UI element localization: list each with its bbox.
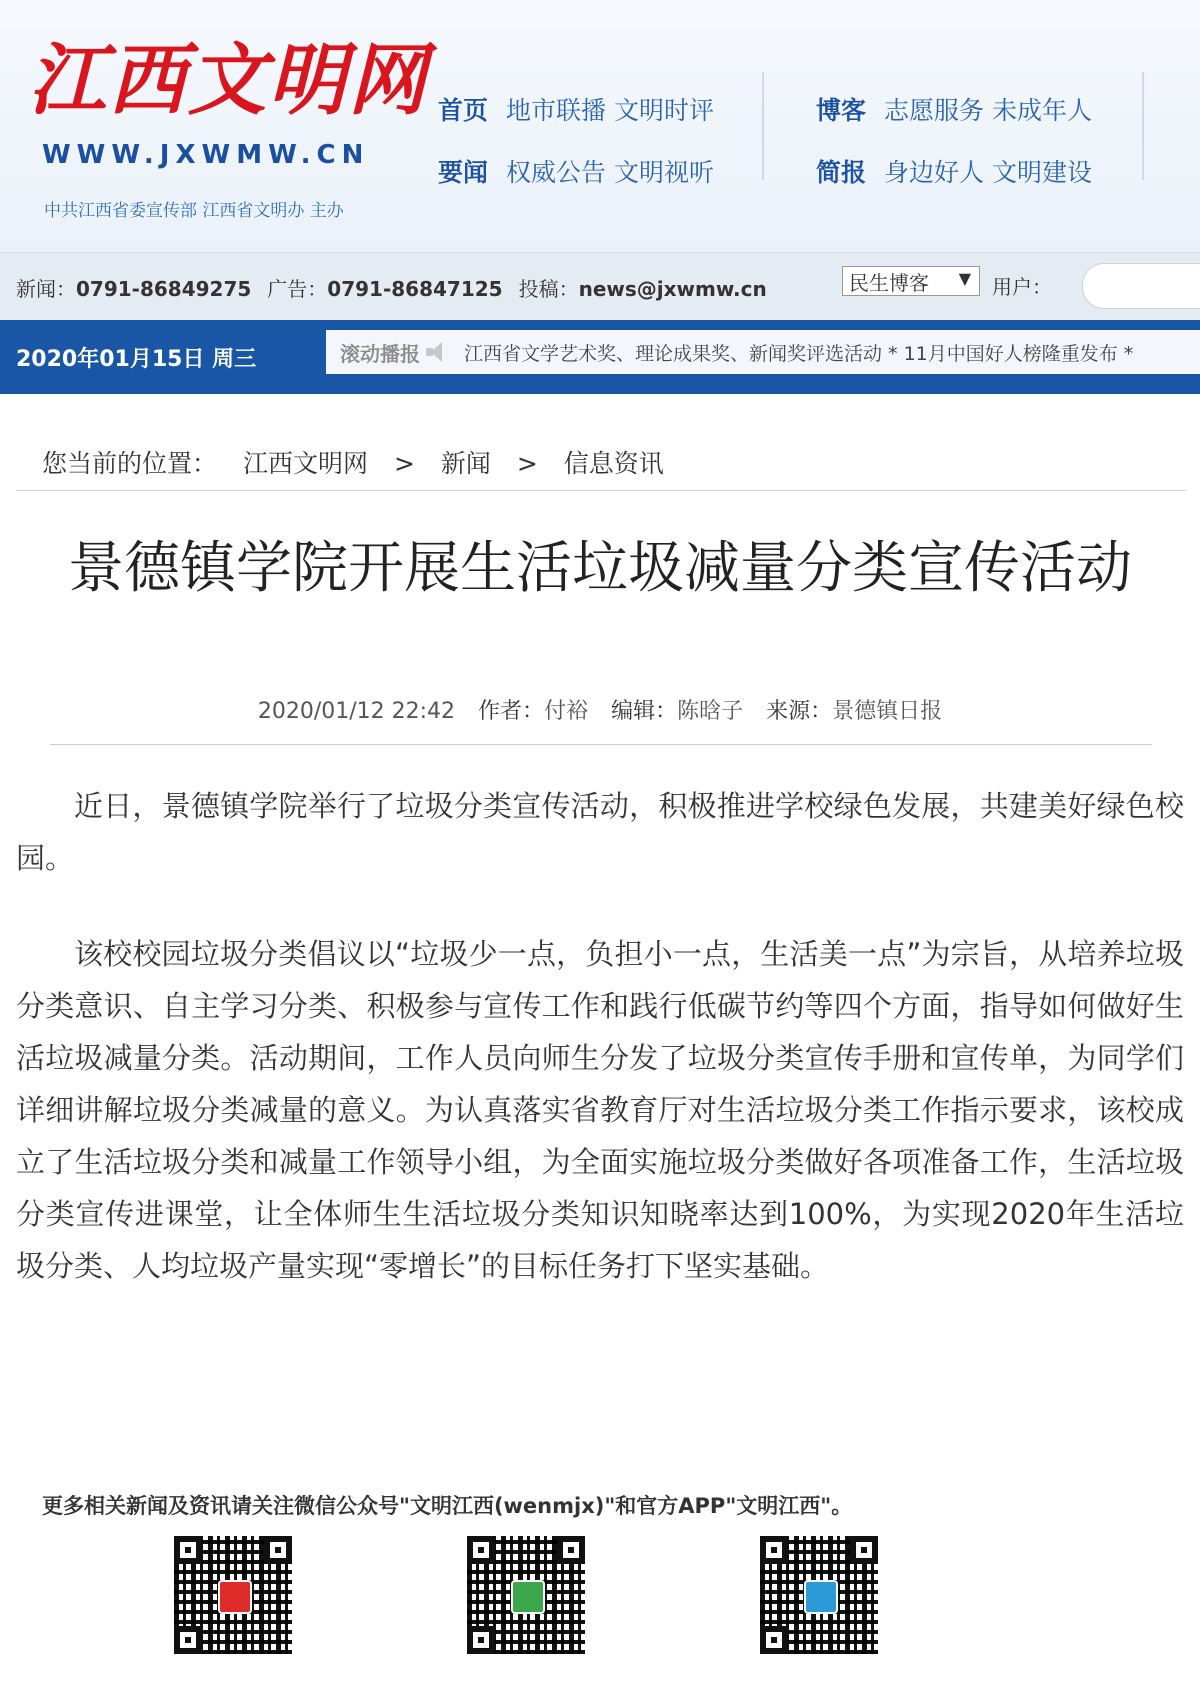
article-meta [0,694,1200,725]
news-contact [16,273,251,302]
author-label: 作者： [478,699,545,724]
qr-finder [264,1536,292,1564]
qr-finder [850,1536,878,1564]
qr-logo-icon [804,1580,838,1614]
nav-minors[interactable]: 未成年人 [992,96,1093,125]
article-paragraph: 该校校园垃圾分类倡议以“垃圾少一点，负担小一点，生活美一点”为宗旨，从培养垃圾分类意识、自主学习分类、积极参与宣传工作和践行低碳节约等四个方面，指导如何做好生活垃圾减量分类。活动期间，工作人员向师生分发了垃圾分类宣传手册和宣传单，为同学们详细讲解垃圾分类减量的意义。为认真落实省教育厅对生活垃圾分类工作指示要求，该校成立了生活垃圾分类和减量工作领导小组，为全面实施垃圾分类做好各项准备工作，生活垃圾分类宣传进课堂，让全体师生生活垃圾分类知识知晓率达到100%，为实现2020年生活垃圾分类、人均垃圾产量实现“零增长”的目标任务打下坚实基础。 [16,937,1184,1283]
nav-divider [762,72,764,180]
qr-finder [174,1626,202,1654]
article-source: 景德镇日报 [832,699,943,724]
ad-label: 广告： [267,276,328,301]
submit-label: 投稿： [518,276,579,301]
source-label: 来源： [766,699,833,724]
nav-briefing[interactable]: 简报 [816,158,867,187]
follow-notice: 更多相关新闻及资讯请关注微信公众号"文明江西(wenmjx)"和官方APP"文明江西"。 [42,1494,853,1518]
nav-blog[interactable]: 博客 [816,96,867,125]
breadcrumb-separator: > [393,449,415,478]
nav-video[interactable]: 文明视听 [614,158,715,187]
editor-label: 编辑： [611,699,678,724]
dropdown-arrow-icon: ▼ [958,269,971,288]
site-url: WWW.JXWMW.CN [42,140,370,170]
nav-announcements[interactable]: 权威公告 [506,158,607,187]
nav-commentary[interactable]: 文明时评 [614,96,715,125]
article-title: 景德镇学院开展生活垃圾减量分类宣传活动 [68,536,1132,601]
nav-volunteer[interactable]: 志愿服务 [884,96,985,125]
qr-code-3 [760,1536,878,1654]
qr-finder [557,1536,585,1564]
qr-finder [760,1536,788,1564]
submit-contact [519,273,767,302]
user-label: 用户： [992,275,1052,299]
breadcrumb-news[interactable]: 新闻 [440,449,491,478]
article-author: 付裕 [544,699,589,724]
ticker-text[interactable]: 江西省文学艺术奖、理论成果奖、新闻奖评选活动 * 11月中国好人榜隆重发布 * [464,342,1134,365]
breadcrumb [42,444,682,480]
qr-code-2 [467,1536,585,1654]
blog-select-value: 民生博客 [849,270,929,295]
current-date: 2020年01月15日 周三 [16,347,257,372]
ticker-label: 滚动播报 [340,341,420,366]
speaker-icon [426,342,452,362]
news-label: 新闻： [16,276,76,301]
article-editor: 陈晗子 [677,699,744,724]
sponsor-text: 中共江西省委宣传部 江西省文明办 主办 [44,201,344,221]
submit-email[interactable]: news@jxwmw.cn [578,276,767,301]
news-ticker [326,330,1200,374]
nav-column-1 [438,78,722,202]
breadcrumb-divider [16,490,1186,491]
ad-contact [267,273,502,302]
meta-divider [50,744,1152,745]
qr-logo-icon [511,1580,545,1614]
site-logo[interactable]: 江西文明网 [28,35,429,126]
qr-finder [174,1536,202,1564]
ad-phone: 0791-86847125 [327,276,503,301]
nav-civilization[interactable]: 文明建设 [992,158,1093,187]
nav-headlines[interactable]: 要闻 [438,158,489,187]
nav-row [438,140,722,202]
qr-finder [467,1626,495,1654]
qr-logo-icon [218,1580,252,1614]
contact-bar [0,252,1200,321]
nav-row [816,78,1100,140]
nav-row [438,78,722,140]
qr-finder [467,1536,495,1564]
nav-city-news[interactable]: 地市联播 [506,96,607,125]
username-input[interactable] [1082,263,1200,309]
qr-finder [760,1626,788,1654]
breadcrumb-info[interactable]: 信息资讯 [563,449,664,478]
article-paragraph: 近日，景德镇学院举行了垃圾分类宣传活动，积极推进学校绿色发展，共建美好绿色校园。 [16,789,1184,875]
nav-home[interactable]: 首页 [438,96,489,125]
nav-divider [1142,72,1144,180]
news-phone: 0791-86849275 [76,276,252,301]
nav-column-2 [816,78,1100,202]
nav-row [816,140,1100,202]
breadcrumb-prefix: 您当前的位置： [42,449,218,478]
site-header [0,0,1200,252]
nav-good-people[interactable]: 身边好人 [884,158,985,187]
blog-select[interactable] [842,266,980,296]
breadcrumb-separator: > [516,449,538,478]
date-ticker-bar [0,320,1200,394]
article-datetime: 2020/01/12 22:42 [257,699,456,724]
qr-code-1 [174,1536,292,1654]
article-body [16,780,1184,1336]
breadcrumb-home[interactable]: 江西文明网 [242,449,368,478]
